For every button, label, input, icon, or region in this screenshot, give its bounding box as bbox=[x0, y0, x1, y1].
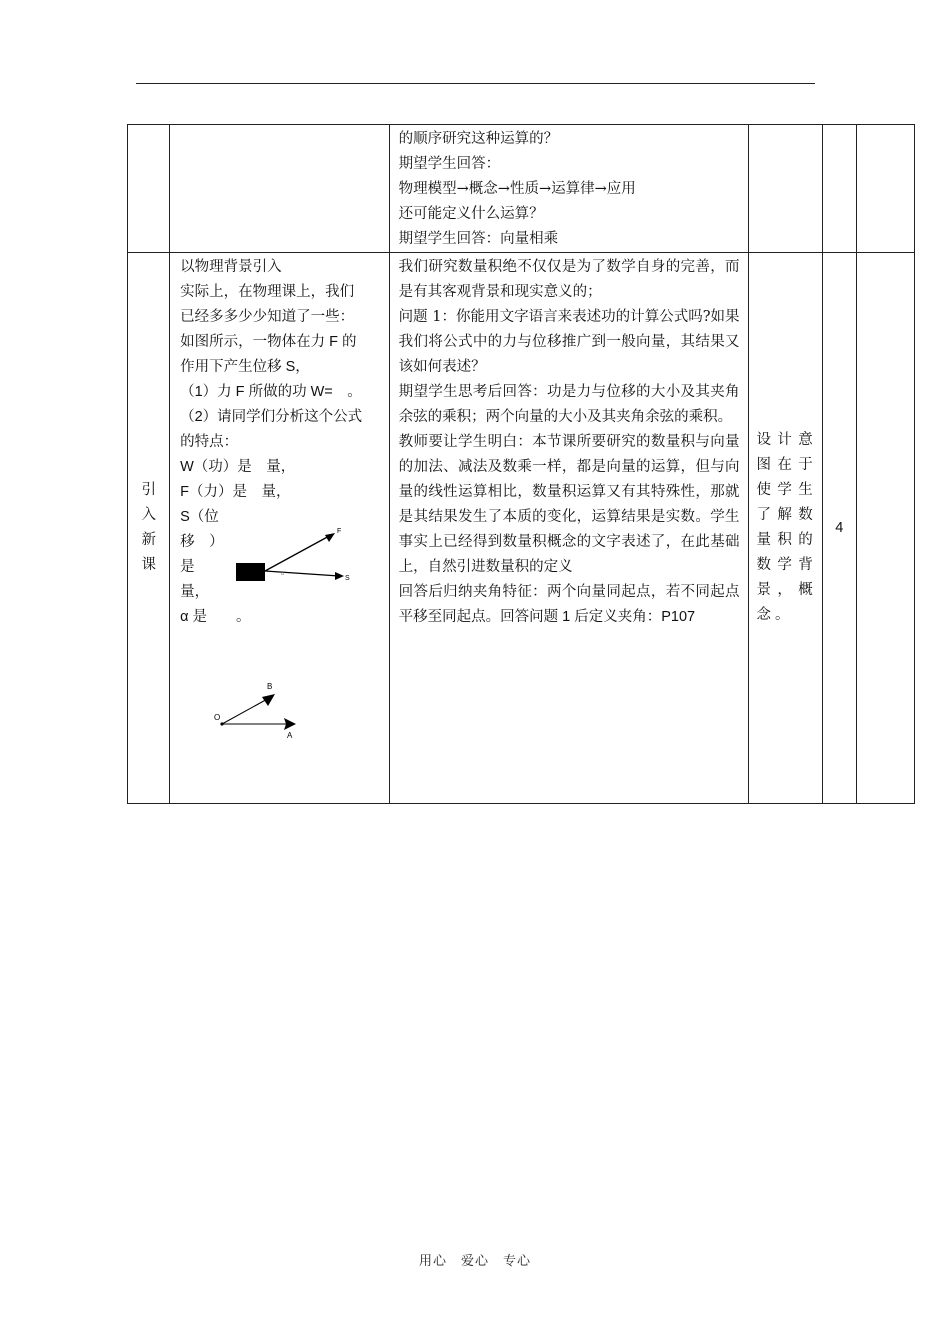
activity-line: （2）请同学们分析这个公式 bbox=[180, 409, 363, 425]
content-paragraph: 教师要让学生明白：本节课所要研究的数量积与向量的加法、减法及数乘一样，都是向量的运算，但与向量的线性运算相比，数量积运算又有其特殊性，那就是其结果发生了本质的变化，运算结果是实数。学生事实上已经得到数量积概念的文字表述了，在此基础上，自然引进数量积的定义 bbox=[398, 434, 740, 575]
activity-line: （1）力 F 所做的功 W= 。 bbox=[180, 384, 362, 400]
label-a: A bbox=[287, 731, 293, 740]
design-intent-cell bbox=[748, 253, 822, 804]
activity-line: 的特点： bbox=[180, 434, 239, 450]
force-displacement-diagram bbox=[235, 523, 365, 593]
content-paragraph: 期望学生思考后回答：功是力与位移的大小及其夹角余弦的乘积；两个向量的大小及其夹角余弦的乘积。 bbox=[398, 384, 740, 425]
activity-line: 如图所示，一物体在力 F 的 bbox=[180, 334, 357, 350]
notes-cell-empty bbox=[856, 253, 914, 804]
content-line: 的顺序研究这种运算的？ bbox=[398, 131, 559, 147]
force-label: F bbox=[337, 528, 342, 535]
activity-line: α 是 。 bbox=[180, 609, 251, 625]
minutes-cell-empty bbox=[822, 125, 856, 253]
minutes-cell bbox=[822, 253, 856, 804]
minutes-value: 4 bbox=[835, 519, 844, 536]
angle-diagram bbox=[209, 680, 309, 742]
stage-cell bbox=[128, 253, 170, 804]
content-cell bbox=[389, 253, 748, 804]
content-paragraph: 问题 1：你能用文字语言来表述功的计算公式吗?如果我们将公式中的力与位移推广到一般向量，其结果又该如何表述？ bbox=[398, 309, 740, 375]
content-line: 物理模型→概念→性质→运算律→应用 bbox=[398, 181, 636, 197]
intent-cell-empty bbox=[748, 125, 822, 253]
angle-label: α bbox=[281, 571, 284, 577]
content-line: 还可能定义什么运算？ bbox=[398, 206, 544, 222]
activity-line: 实际上，在物理课上，我们 bbox=[180, 284, 355, 300]
displacement-arrowhead bbox=[335, 572, 344, 580]
activity-line: 以物理背景引入 bbox=[180, 259, 282, 275]
label-o: O bbox=[214, 713, 221, 722]
header-rule bbox=[136, 83, 815, 84]
vector-ob-arrowhead bbox=[262, 694, 275, 706]
activity-cell bbox=[170, 253, 390, 804]
notes-cell-empty bbox=[856, 125, 914, 253]
stage-cell-empty bbox=[128, 125, 170, 253]
force-arrowhead bbox=[325, 533, 335, 542]
content-paragraph: 回答后归纳夹角特征：两个向量同起点，若不同起点平移至同起点。回答问题 1 后定义夹角：P107 bbox=[398, 584, 740, 625]
table-row bbox=[128, 125, 915, 253]
activity-line: F（力）是 量， bbox=[180, 484, 291, 500]
content-cell bbox=[389, 125, 748, 253]
displacement-vector bbox=[265, 571, 339, 576]
activity-cell-empty bbox=[170, 125, 390, 253]
page-footer: 用心 爱心 专心 bbox=[418, 1254, 531, 1269]
content-line: 期望学生回答： bbox=[398, 156, 501, 172]
activity-line: 是 bbox=[180, 559, 195, 575]
lesson-table bbox=[127, 124, 915, 804]
activity-line: 量， bbox=[180, 584, 210, 600]
block-shape bbox=[236, 563, 265, 581]
vector-ob bbox=[222, 697, 271, 724]
design-intent-text: 设计意图在于使学生了解数量积的数学背景，概念。 bbox=[756, 432, 817, 623]
force-vector bbox=[265, 535, 331, 571]
activity-line: 移 ） bbox=[180, 534, 224, 550]
activity-line: 作用下产生位移 S， bbox=[180, 359, 310, 375]
stage-label: 引入新课 bbox=[141, 482, 157, 573]
content-paragraph: 我们研究数量积绝不仅仅是为了数学自身的完善，而是有其客观背景和现实意义的； bbox=[398, 259, 740, 300]
label-b: B bbox=[267, 682, 273, 691]
activity-line: W（功）是 量， bbox=[180, 459, 296, 475]
activity-line: S（位 bbox=[180, 509, 219, 525]
content-line: 期望学生回答：向量相乘 bbox=[398, 231, 559, 247]
table-row bbox=[128, 253, 915, 804]
displacement-label: S bbox=[345, 575, 350, 582]
activity-line: 已经多多少少知道了一些： bbox=[180, 309, 355, 325]
